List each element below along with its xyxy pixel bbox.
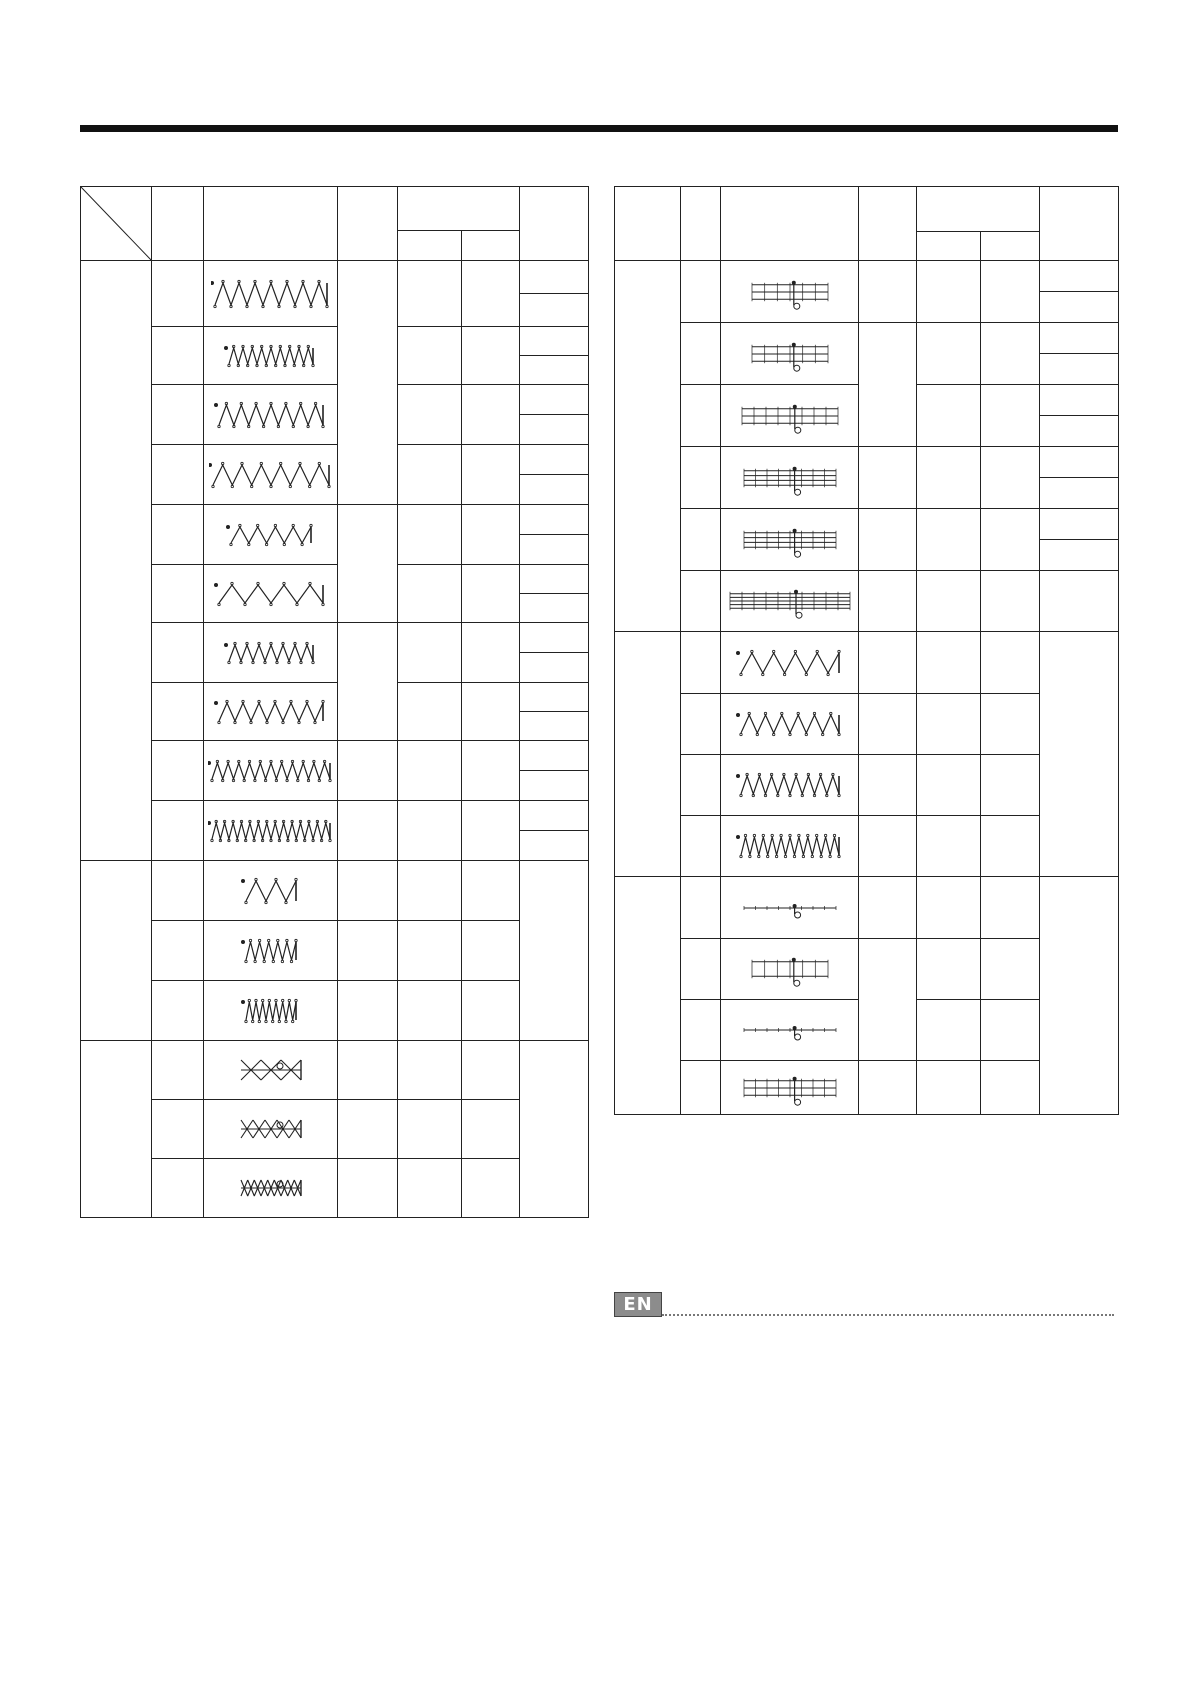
value-cell (859, 323, 917, 447)
value-cell (981, 877, 1040, 939)
stitch-pattern-cell (204, 261, 338, 327)
row-number-cell (152, 683, 204, 741)
value-cell (981, 1000, 1040, 1061)
value-cell (520, 535, 589, 565)
stitch-pattern-cell (721, 694, 859, 755)
group-cell (615, 261, 681, 632)
header-corner-cell (81, 187, 152, 261)
value-cell (462, 565, 520, 623)
value-cell (338, 1159, 398, 1218)
value-cell (462, 801, 520, 861)
value-cell (981, 694, 1040, 755)
straight-stitch-icon (726, 581, 854, 621)
row-number-cell (681, 755, 721, 816)
value-cell (520, 712, 589, 741)
straight-stitch-icon (729, 458, 851, 498)
value-cell (338, 1100, 398, 1159)
stitch-pattern-cell (721, 1061, 859, 1115)
value-cell (462, 1041, 520, 1100)
header-rule (80, 125, 1118, 132)
value-cell (981, 323, 1040, 385)
value-cell (859, 571, 917, 632)
straight-stitch-icon (729, 520, 851, 560)
value-cell (1040, 478, 1119, 509)
value-cell (981, 261, 1040, 323)
zigzag-stitch-icon (730, 646, 850, 680)
stitch-pattern-cell (721, 755, 859, 816)
group-cell (81, 861, 152, 1041)
value-cell (398, 1041, 462, 1100)
value-cell (462, 385, 520, 445)
straight-stitch-icon (730, 949, 850, 989)
group-cell (615, 632, 681, 877)
cross-stitch-icon (211, 1113, 331, 1145)
zigzag-stitch-icon (211, 696, 331, 728)
zigzag-stitch-icon (211, 341, 331, 371)
row-number-cell (681, 816, 721, 877)
value-cell (917, 447, 981, 509)
value-cell (520, 294, 589, 327)
value-cell (1040, 509, 1119, 540)
zigzag-stitch-icon (208, 816, 334, 846)
straight-stitch-icon (730, 334, 850, 374)
stitch-pattern-cell (204, 741, 338, 801)
value-cell (520, 565, 589, 594)
row-number-cell (152, 261, 204, 327)
value-cell (398, 565, 462, 623)
zigzag-stitch-icon (211, 995, 331, 1027)
row-number-cell (681, 632, 721, 694)
stitch-table-right (614, 186, 1119, 1115)
value-cell (462, 623, 520, 683)
value-cell (398, 261, 462, 327)
stitch-pattern-cell (721, 1000, 859, 1061)
row-number-cell (681, 323, 721, 385)
value-cell (338, 1041, 398, 1100)
value-cell (520, 741, 589, 771)
straight-stitch-icon (730, 272, 850, 312)
stitch-pattern-cell (721, 323, 859, 385)
value-cell (462, 921, 520, 981)
value-cell (520, 594, 589, 623)
value-cell (338, 741, 398, 801)
row-number-cell (681, 385, 721, 447)
value-cell (520, 505, 589, 535)
value-cell (917, 571, 981, 632)
header-subcell (462, 231, 520, 261)
value-cell (859, 1061, 917, 1115)
value-cell (338, 623, 398, 741)
cross-stitch-icon (211, 1173, 331, 1203)
row-number-cell (681, 694, 721, 755)
value-cell (338, 261, 398, 505)
value-cell (859, 447, 917, 509)
stitch-pattern-cell (204, 505, 338, 565)
value-cell (462, 445, 520, 505)
row-number-cell (152, 1100, 204, 1159)
header-subcell (917, 232, 981, 261)
value-cell (1040, 877, 1119, 1115)
value-cell (398, 683, 462, 741)
value-cell (398, 921, 462, 981)
value-cell (398, 505, 462, 565)
zigzag-stitch-icon (209, 458, 333, 492)
header-subcell (398, 231, 462, 261)
stitch-pattern-cell (721, 816, 859, 877)
stitch-pattern-cell (721, 632, 859, 694)
stitch-pattern-cell (204, 1041, 338, 1100)
value-cell (1040, 571, 1119, 632)
value-cell (338, 861, 398, 921)
value-cell (859, 816, 917, 877)
row-number-cell (681, 261, 721, 323)
value-cell (462, 505, 520, 565)
value-cell (917, 877, 981, 939)
value-cell (981, 1061, 1040, 1115)
value-cell (462, 741, 520, 801)
row-number-cell (681, 447, 721, 509)
header-cell (520, 187, 589, 261)
stitch-pattern-cell (721, 571, 859, 632)
language-badge: EN (614, 1292, 662, 1317)
value-cell (859, 261, 917, 323)
value-cell (462, 261, 520, 327)
header-cell (152, 187, 204, 261)
value-cell (917, 385, 981, 447)
value-cell (981, 816, 1040, 877)
zigzag-stitch-icon (730, 708, 850, 740)
value-cell (398, 981, 462, 1041)
value-cell (520, 385, 589, 415)
zigzag-stitch-icon (211, 520, 331, 550)
value-cell (520, 356, 589, 385)
value-cell (1040, 323, 1119, 354)
stitch-pattern-cell (204, 981, 338, 1041)
value-cell (981, 447, 1040, 509)
value-cell (520, 261, 589, 294)
value-cell (859, 755, 917, 816)
row-number-cell (681, 939, 721, 1000)
cross-stitch-icon (211, 1053, 331, 1087)
stitch-pattern-cell (204, 385, 338, 445)
value-cell (917, 509, 981, 571)
row-number-cell (681, 571, 721, 632)
value-cell (520, 327, 589, 356)
value-cell (981, 755, 1040, 816)
row-number-cell (152, 505, 204, 565)
value-cell (1040, 416, 1119, 447)
value-cell (917, 694, 981, 755)
zigzag-stitch-icon (730, 830, 850, 862)
stitch-pattern-cell (721, 877, 859, 939)
value-cell (462, 1159, 520, 1218)
value-cell (520, 801, 589, 831)
value-cell (1040, 385, 1119, 416)
zigzag-stitch-icon (730, 769, 850, 801)
value-cell (917, 755, 981, 816)
header-cell (1040, 187, 1119, 261)
value-cell (520, 831, 589, 861)
value-cell (520, 415, 589, 445)
stitch-pattern-cell (204, 445, 338, 505)
value-cell (917, 939, 981, 1000)
value-cell (981, 385, 1040, 447)
value-cell (398, 801, 462, 861)
row-number-cell (681, 877, 721, 939)
row-number-cell (152, 801, 204, 861)
value-cell (520, 861, 589, 1041)
value-cell (917, 1061, 981, 1115)
header-cell (338, 187, 398, 261)
value-cell (398, 741, 462, 801)
value-cell (520, 771, 589, 801)
row-number-cell (152, 1159, 204, 1218)
value-cell (1040, 632, 1119, 877)
header-cell (615, 187, 681, 261)
row-number-cell (152, 921, 204, 981)
stitch-pattern-cell (721, 939, 859, 1000)
value-cell (859, 694, 917, 755)
diagonal-line (81, 187, 152, 261)
zigzag-stitch-icon (211, 874, 331, 908)
group-cell (615, 877, 681, 1115)
value-cell (462, 861, 520, 921)
value-cell (398, 1100, 462, 1159)
value-cell (859, 632, 917, 694)
stitch-table-left (80, 186, 589, 1218)
value-cell (462, 1100, 520, 1159)
value-cell (981, 571, 1040, 632)
group-cell (81, 1041, 152, 1218)
zigzag-stitch-icon (211, 276, 331, 312)
value-cell (1040, 540, 1119, 571)
zigzag-stitch-icon (211, 935, 331, 967)
row-number-cell (681, 1000, 721, 1061)
value-cell (338, 505, 398, 623)
value-cell (1040, 447, 1119, 478)
value-cell (917, 632, 981, 694)
header-subcell (981, 232, 1040, 261)
header-cell (204, 187, 338, 261)
stitch-pattern-cell (204, 1159, 338, 1218)
value-cell (398, 861, 462, 921)
row-number-cell (152, 445, 204, 505)
stitch-pattern-cell (204, 683, 338, 741)
group-cell (81, 261, 152, 861)
stitch-pattern-cell (204, 565, 338, 623)
row-number-cell (681, 1061, 721, 1115)
header-cell (721, 187, 859, 261)
zigzag-stitch-icon (208, 756, 334, 786)
stitch-pattern-cell (721, 447, 859, 509)
stitch-pattern-cell (204, 327, 338, 385)
stitch-pattern-cell (204, 623, 338, 683)
stitch-pattern-cell (204, 861, 338, 921)
row-number-cell (152, 981, 204, 1041)
value-cell (981, 939, 1040, 1000)
value-cell (398, 385, 462, 445)
header-cell (859, 187, 917, 261)
value-cell (398, 1159, 462, 1218)
straight-stitch-icon (730, 1010, 850, 1050)
value-cell (520, 683, 589, 712)
value-cell (859, 939, 917, 1061)
stitch-pattern-cell (721, 261, 859, 323)
value-cell (981, 509, 1040, 571)
value-cell (917, 1000, 981, 1061)
value-cell (462, 683, 520, 741)
zigzag-stitch-icon (211, 398, 331, 432)
stitch-pattern-cell (204, 1100, 338, 1159)
value-cell (398, 327, 462, 385)
zigzag-stitch-icon (211, 638, 331, 668)
value-cell (520, 1041, 589, 1218)
row-number-cell (152, 1041, 204, 1100)
value-cell (520, 475, 589, 505)
value-cell (981, 632, 1040, 694)
value-cell (917, 261, 981, 323)
stitch-pattern-cell (721, 509, 859, 571)
value-cell (462, 981, 520, 1041)
row-number-cell (152, 327, 204, 385)
straight-stitch-icon (730, 888, 850, 928)
row-number-cell (152, 861, 204, 921)
dotted-rule (662, 1314, 1114, 1316)
stitch-pattern-cell (204, 801, 338, 861)
value-cell (338, 981, 398, 1041)
row-number-cell (681, 509, 721, 571)
row-number-cell (152, 623, 204, 683)
value-cell (338, 921, 398, 981)
value-cell (520, 445, 589, 475)
stitch-pattern-cell (721, 385, 859, 447)
value-cell (917, 816, 981, 877)
stitch-pattern-cell (204, 921, 338, 981)
value-cell (462, 327, 520, 385)
straight-stitch-icon (730, 1068, 850, 1108)
value-cell (338, 801, 398, 861)
value-cell (1040, 261, 1119, 292)
row-number-cell (152, 565, 204, 623)
row-number-cell (152, 385, 204, 445)
value-cell (520, 623, 589, 653)
zigzag-stitch-icon (211, 578, 331, 610)
straight-stitch-icon (729, 396, 851, 436)
value-cell (520, 653, 589, 683)
value-cell (1040, 292, 1119, 323)
value-cell (859, 509, 917, 571)
value-cell (398, 623, 462, 683)
header-group-cell (398, 187, 520, 231)
value-cell (859, 877, 917, 939)
value-cell (917, 323, 981, 385)
header-cell (681, 187, 721, 261)
value-cell (398, 445, 462, 505)
value-cell (1040, 354, 1119, 385)
row-number-cell (152, 741, 204, 801)
header-group-cell (917, 187, 1040, 232)
